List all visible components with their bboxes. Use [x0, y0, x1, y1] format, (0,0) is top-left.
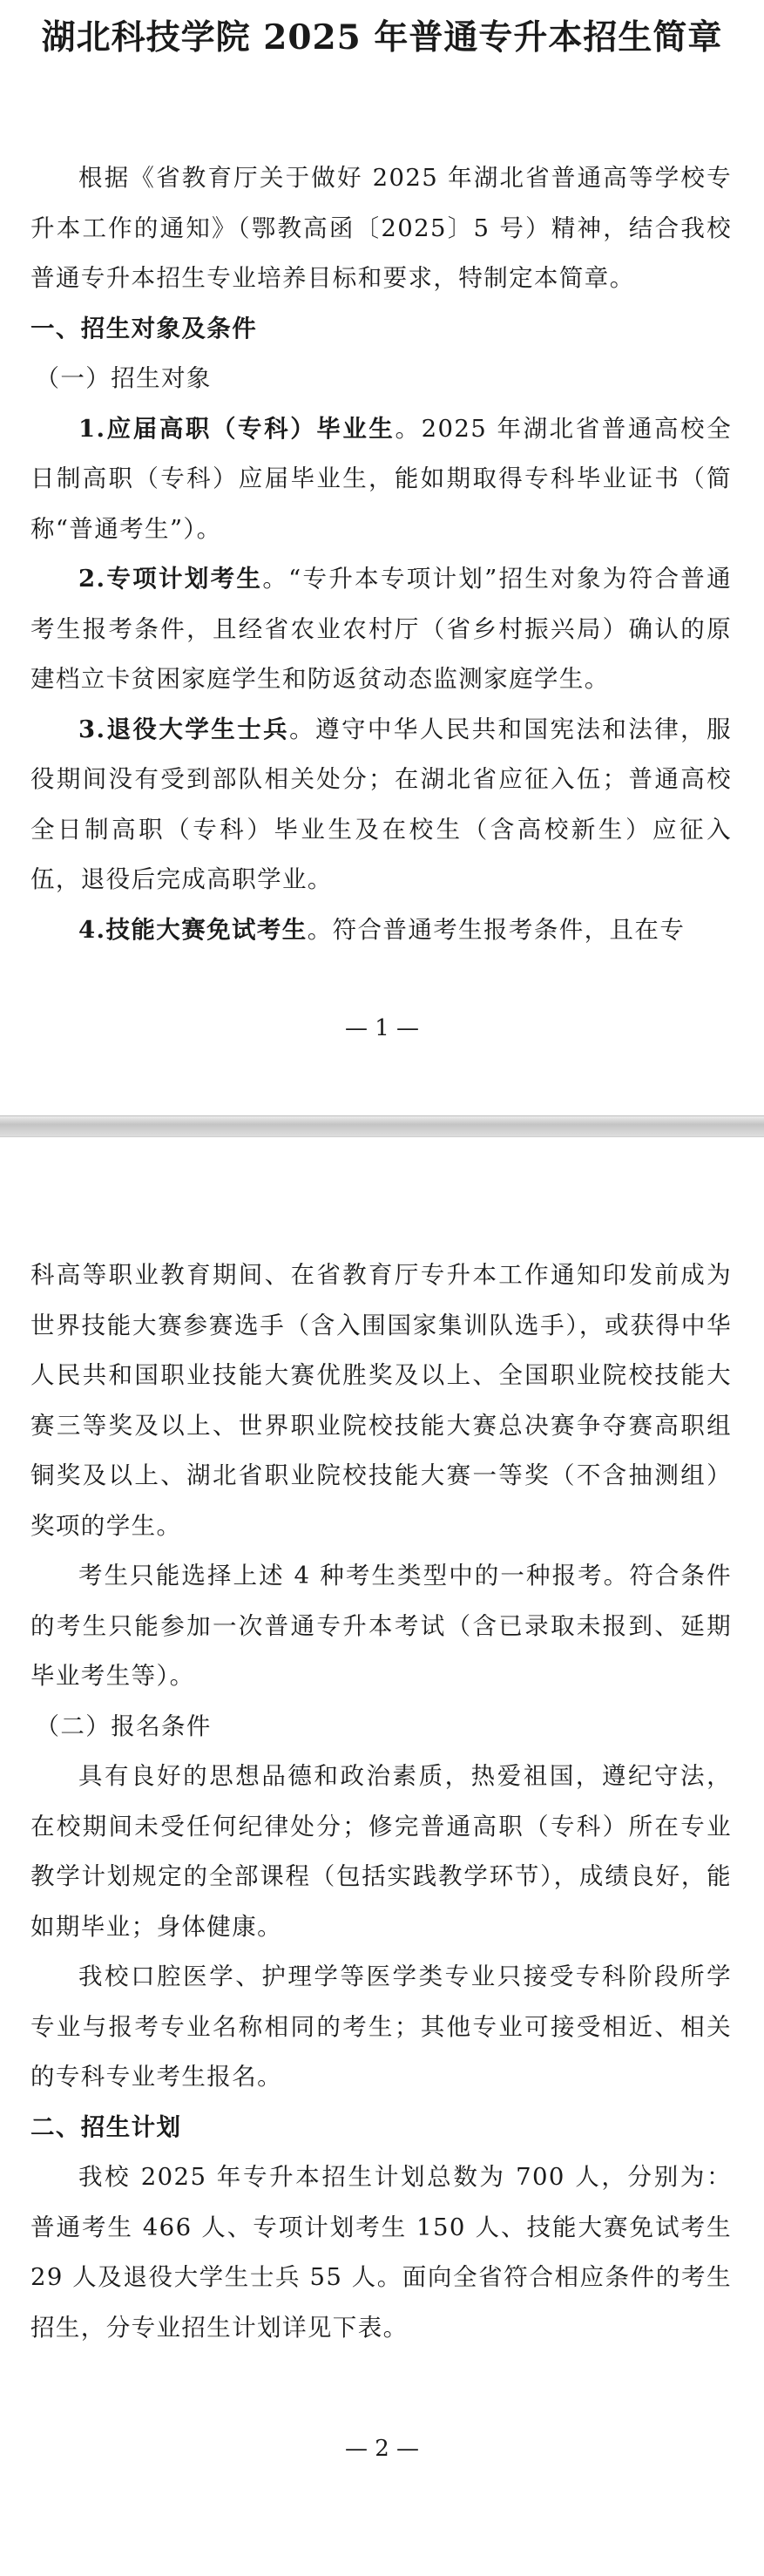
- document-page-1: [0, 0, 764, 1115]
- item-3-label: 3.退役大学生士兵: [78, 715, 290, 743]
- item-4-continued: 科高等职业教育期间、在省教育厅专升本工作通知印发前成为世界技能大赛参赛选手（含入围国家集训队选手），或获得中华人民共和国职业技能大赛优胜奖及以上、全国职业院校技能大赛三等奖及以上、世界职业院校技能大赛总决赛争夺赛高职组铜奖及以上、湖北省职业院校技能大赛一等奖（不含抽测组）奖项的学生。: [30, 1261, 732, 1540]
- intro-paragraph: 根据《省教育厅关于做好 2025 年湖北省普通高等学校专升本工作的通知》（鄂教高函〔2025〕5 号）精神，结合我校普通专升本招生专业培养目标和要求，特制定本简章。: [30, 164, 732, 292]
- page-1-body: [30, 153, 732, 955]
- item-1-text: 。2025 年湖北省普通高校全日制高职（专科）应届毕业生，能如期取得专科毕业证书（简称“普通考生”）。: [30, 414, 732, 543]
- page-number: — 2 —: [344, 2436, 420, 2462]
- condition-paragraph-1: 具有良好的思想品德和政治素质，热爱祖国，遵纪守法，在校期间未受任何纪律处分；修完普通高职（专科）所在专业教学计划规定的全部课程（包括实践教学环节），成绩良好，能如期毕业；身体健康。: [30, 1762, 732, 1941]
- section-2-heading: 二、招生计划: [30, 2112, 182, 2141]
- page-number: — 1 —: [344, 1015, 420, 1041]
- document-title: 湖北科技学院 2025 年普通专升本招生简章: [41, 17, 723, 58]
- note-paragraph: 考生只能选择上述 4 种考生类型中的一种报考。符合条件的考生只能参加一次普通专升本考试（含已录取未报到、延期毕业考生等）。: [30, 1562, 732, 1690]
- item-4-paragraph: [30, 905, 732, 956]
- section-1-heading: 一、招生对象及条件: [30, 314, 258, 342]
- item-3-text: 。遵守中华人民共和国宪法和法律，服役期间没有受到部队相关处分；在湖北省应征入伍；普通高校全日制高职（专科）毕业生及在校生（含高校新生）应征入伍，退役后完成高职学业。: [30, 715, 732, 893]
- plan-paragraph: 我校 2025 年专升本招生计划总数为 700 人，分别为：普通考生 466 人、专项计划考生 150 人、技能大赛免试考生 29 人及退役大学生士兵 55 人。面向全省符合相应条件的考生招生，分专业招生计划详见下表。: [30, 2163, 732, 2342]
- page-separator: [0, 1115, 764, 1137]
- item-2-label: 2.专项计划考生: [78, 565, 263, 593]
- item-4-text: 。符合普通考生报考条件，且在专: [307, 915, 686, 944]
- item-3-paragraph: [30, 705, 732, 905]
- subsection-1-heading: （一）招生对象: [35, 364, 212, 392]
- item-2-text: 。“专升本专项计划”招生对象为符合普通考生报考条件，且经省农业农村厅（省乡村振兴局）确认的原建档立卡贫困家庭学生和防返贫动态监测家庭学生。: [30, 565, 732, 693]
- subsection-2-heading: （二）报名条件: [35, 1712, 212, 1740]
- page-2-body: [30, 1251, 732, 2353]
- document-page-2: [0, 1137, 764, 2576]
- item-1-label: 1.应届高职（专科）毕业生: [78, 414, 396, 443]
- item-1-paragraph: [30, 404, 732, 555]
- condition-paragraph-2: 我校口腔医学、护理学等医学类专业只接受专科阶段所学专业与报考专业名称相同的考生；其他专业可接受相近、相关的专科专业考生报名。: [30, 1963, 732, 2091]
- item-2-paragraph: [30, 554, 732, 705]
- item-4-label: 4.技能大赛免试考生: [78, 915, 308, 944]
